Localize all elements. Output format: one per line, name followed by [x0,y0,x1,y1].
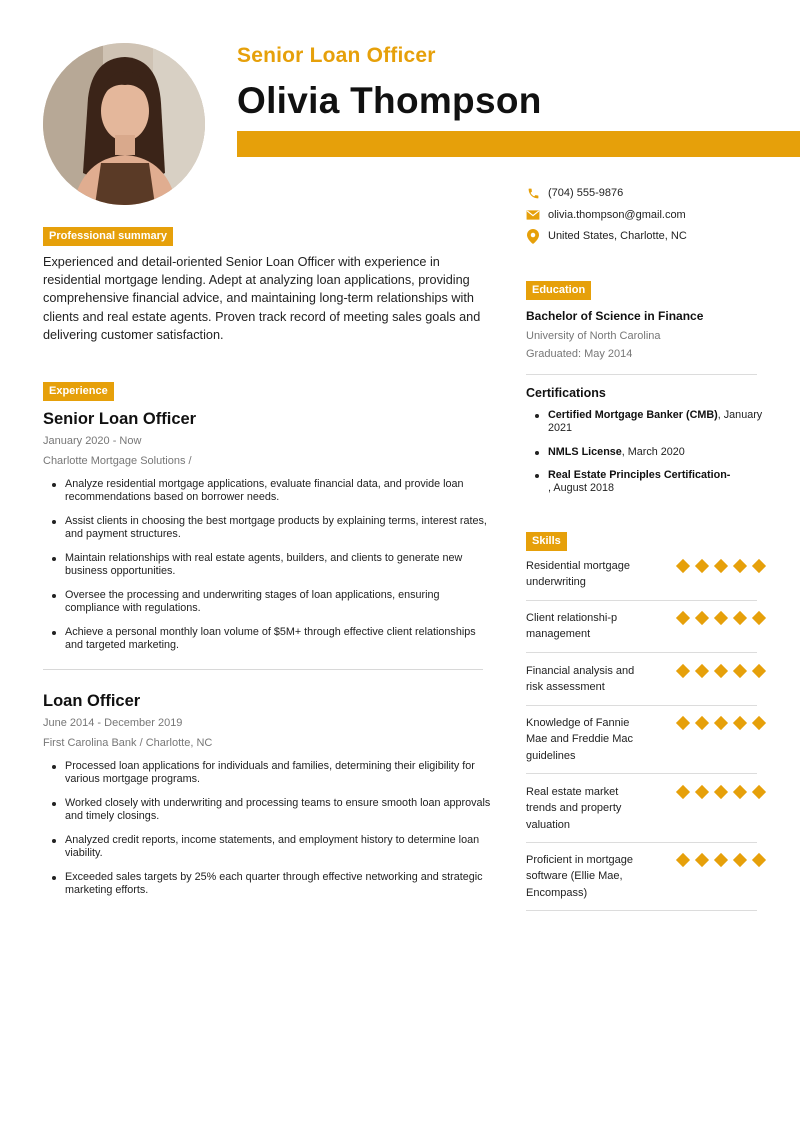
diamond-icon [714,853,728,867]
diamond-icon [695,853,709,867]
diamond-icon [752,664,766,678]
certification-item [548,469,748,495]
certification-detail: , January 2021 [548,409,763,434]
skill-rating [677,666,772,676]
candidate-name: Olivia Thompson [237,80,542,121]
job-entry [43,410,493,663]
job-bullet: Exceeded sales targets by 25% each quarter through effective networking and strategic marketing efforts. [65,871,493,897]
phone-icon [526,186,540,200]
contact-phone [526,186,623,200]
skill-rating [677,613,772,623]
diamond-icon [733,611,747,625]
location-pin-icon [526,229,540,243]
diamond-icon [695,611,709,625]
job-bullet: Analyze residential mortgage applications, evaluate financial data, and provide loan recommendations based on borrower needs. [65,478,493,504]
diamond-icon [733,853,747,867]
skill-rating [677,718,772,728]
job-bullet: Assist clients in choosing the best mortgage products by explaining terms, interest rates, and payment structures. [65,515,493,541]
diamond-icon [714,611,728,625]
skill-name: Residential mortgage underwriting [526,560,630,589]
job-dates: June 2014 - December 2019 [43,717,183,729]
diamond-icon [676,559,690,573]
summary-label: Professional summary [43,227,173,246]
job-bullets [43,478,493,652]
diamond-icon [676,716,690,730]
certification-detail: , August 2018 [548,482,615,494]
skill-rating [677,787,772,797]
diamond-icon [714,559,728,573]
job-bullets [43,760,493,897]
skill-row [526,715,757,774]
certification-detail: , March 2020 [621,445,685,458]
job-bullet: Processed loan applications for individuals and families, determining their eligibility for various mortgage programs. [65,760,493,786]
diamond-icon [695,664,709,678]
phone-text: (704) 555-9876 [548,187,624,199]
job-bullet: Worked closely with underwriting and processing teams to ensure smooth loan approvals and timely closings. [65,797,493,823]
education-label: Education [526,281,591,300]
job-title: Senior Loan Officer [43,410,197,428]
certification-name: NMLS License [548,445,622,458]
contact-location [526,229,687,243]
skill-name: Client relationshi-p management [526,612,618,641]
certifications-title: Certifications [526,386,606,400]
profile-photo [43,43,205,205]
education-degree: Bachelor of Science in Finance [526,309,704,323]
job-dates: January 2020 - Now [43,435,142,447]
skill-row [526,610,757,653]
diamond-icon [676,664,690,678]
certification-name: Certified Mortgage Banker (CMB) [548,409,718,421]
skill-rating [677,561,772,571]
experience-label: Experience [43,382,114,401]
education-school: University of North Carolina [526,330,661,342]
education-graduated: Graduated: May 2014 [526,348,633,360]
location-text: United States, Charlotte, NC [548,230,687,242]
diamond-icon [733,559,747,573]
certification-item [548,446,776,459]
skill-rating [677,855,772,865]
diamond-icon [752,785,766,799]
job-bullet: Oversee the processing and underwriting stages of loan applications, ensuring compliance with regulations. [65,589,493,615]
experience-divider [43,669,483,670]
job-company: Charlotte Mortgage Solutions / [43,455,192,467]
diamond-icon [733,664,747,678]
job-bullet: Maintain relationships with real estate agents, builders, and clients to generate new business opportunities. [65,552,493,578]
email-text: olivia.thompson@gmail.com [548,209,686,221]
summary-text: Experienced and detail-oriented Senior Loan Officer with experience in residential mortgage lending. Adept at analyzing loan applications, providing comprehensive financial advice, and maintaining long-term relationships with clients and real estate agents. Proven track record of meeting sales goals and delivering customer satisfaction. [43,255,481,342]
skill-name: Financial analysis and risk assessment [526,665,635,694]
contact-email [526,208,686,222]
diamond-icon [752,559,766,573]
skill-row [526,663,757,706]
diamond-icon [752,716,766,730]
job-company: First Carolina Bank / Charlotte, NC [43,737,213,749]
header-job-title: Senior Loan Officer [237,44,436,67]
job-title: Loan Officer [43,692,141,710]
diamond-icon [695,785,709,799]
skill-name: Knowledge of Fannie Mae and Freddie Mac guidelines [526,717,633,762]
email-icon [526,208,540,222]
header-accent-bar [237,131,800,157]
diamond-icon [752,853,766,867]
skill-row [526,784,757,843]
diamond-icon [695,716,709,730]
diamond-icon [714,664,728,678]
job-entry [43,692,493,908]
skills-label: Skills [526,532,567,551]
skill-name: Proficient in mortgage software (Ellie Mae, Encompass) [526,854,633,899]
diamond-icon [733,716,747,730]
certifications-list [526,409,776,506]
diamond-icon [676,611,690,625]
certification-item [548,409,776,435]
diamond-icon [695,559,709,573]
diamond-icon [733,785,747,799]
certification-name: Real Estate Principles Certification- [548,469,731,481]
diamond-icon [714,785,728,799]
diamond-icon [676,853,690,867]
skill-row [526,852,757,911]
skill-row [526,558,757,601]
job-bullet: Analyzed credit reports, income statements, and employment history to determine loan viability. [65,834,493,860]
diamond-icon [676,785,690,799]
job-bullet: Achieve a personal monthly loan volume of $5M+ through effective client relationships and targeted marketing. [65,626,493,652]
skill-name: Real estate market trends and property valuation [526,786,622,831]
diamond-icon [714,716,728,730]
diamond-icon [752,611,766,625]
education-divider [526,374,757,375]
